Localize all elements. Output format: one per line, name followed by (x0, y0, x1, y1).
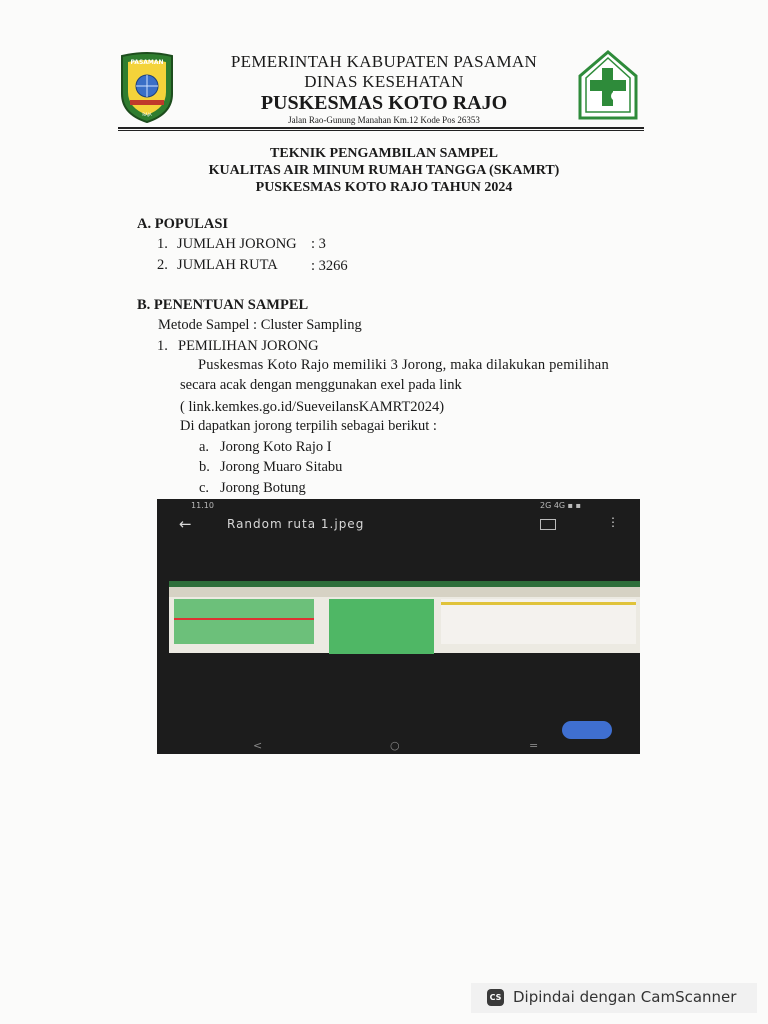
excel-sheet-area (441, 599, 636, 644)
section-b-heading: B. PENENTUAN SAMPEL (137, 297, 309, 313)
population-item-num: 1. (157, 236, 168, 252)
paragraph-link: ( link.kemkes.go.id/SueveilansKAMRT2024) (180, 399, 445, 415)
edit-fab-button[interactable] (562, 721, 612, 739)
excel-green-column (329, 599, 434, 654)
more-vert-icon[interactable]: ⋮ (607, 515, 619, 529)
excel-header-row (441, 602, 636, 605)
letterhead-rule-thick (118, 127, 644, 129)
paragraph-line: Puskesmas Koto Rajo memiliki 3 Jorong, maka dilakukan pemilihan (198, 357, 609, 373)
sample-method: Metode Sampel : Cluster Sampling (158, 317, 362, 333)
doc-title-line2: KUALITAS AIR MINUM RUMAH TANGGA (SKAMRT) (208, 163, 560, 178)
population-item-num: 2. (157, 257, 168, 273)
jorong-letter: b. (199, 459, 210, 475)
back-arrow-icon[interactable]: ← (179, 515, 192, 533)
jorong-name: Jorong Koto Rajo I (220, 439, 332, 455)
nav-recent-icon[interactable]: = (529, 739, 539, 752)
jorong-name: Jorong Muaro Sitabu (220, 459, 343, 475)
population-item-label: JUMLAH JORONG (177, 236, 297, 252)
letterhead-agency: DINAS KESEHATAN (304, 72, 464, 91)
paragraph-line: secara acak dengan menggunakan exel pada link (180, 377, 462, 393)
jorong-name: Jorong Botung (220, 480, 306, 496)
subsection-heading: PEMILIHAN JORONG (178, 338, 319, 354)
camscanner-label: Dipindai dengan CamScanner (513, 988, 737, 1006)
phone-nav-bar (157, 739, 640, 754)
cast-icon[interactable] (540, 519, 556, 530)
status-time: 11.10 (191, 501, 214, 510)
letterhead-address: Jalan Rao-Gunung Manahan Km.12 Kode Pos 26353 (288, 115, 480, 125)
subsection-num: 1. (157, 338, 168, 354)
excel-green-column (174, 599, 314, 644)
doc-title-line1: TEKNIK PENGAMBILAN SAMPEL (270, 146, 498, 161)
camscanner-badge (471, 983, 757, 1013)
viewer-file-title: Random ruta 1.jpeg (227, 517, 365, 531)
phone-status-bar (157, 499, 640, 513)
letterhead-government: PEMERINTAH KABUPATEN PASAMAN (230, 52, 538, 71)
paragraph-line: Di dapatkan jorong terpilih sebagai berikut : (180, 418, 437, 434)
nav-back-icon[interactable]: < (253, 739, 263, 752)
doc-title-line3: PUSKESMAS KOTO RAJO TAHUN 2024 (255, 180, 513, 195)
letterhead-rule-thin (118, 130, 644, 131)
camscanner-icon: CS (487, 989, 504, 1006)
embedded-phone-screenshot (157, 499, 640, 754)
excel-ribbon (169, 587, 640, 597)
jorong-letter: c. (199, 480, 210, 496)
status-signal: 2G 4G ▪ ▪ (540, 501, 582, 510)
logo-text-bottom: RAJA (142, 112, 152, 117)
logo-text-top: PASAMAN (130, 59, 164, 66)
population-item-value: : 3266 (311, 258, 348, 274)
excel-sheet-photo (169, 581, 640, 653)
image-viewer-toolbar (157, 513, 640, 535)
jorong-letter: a. (199, 439, 210, 455)
excel-red-line (174, 618, 314, 620)
population-item-value: : 3 (311, 236, 326, 252)
population-item-label: JUMLAH RUTA (177, 257, 278, 273)
letterhead-puskesmas: PUSKESMAS KOTO RAJO (260, 92, 508, 114)
section-a-heading: A. POPULASI (137, 216, 229, 232)
nav-home-icon[interactable]: ○ (390, 739, 400, 752)
